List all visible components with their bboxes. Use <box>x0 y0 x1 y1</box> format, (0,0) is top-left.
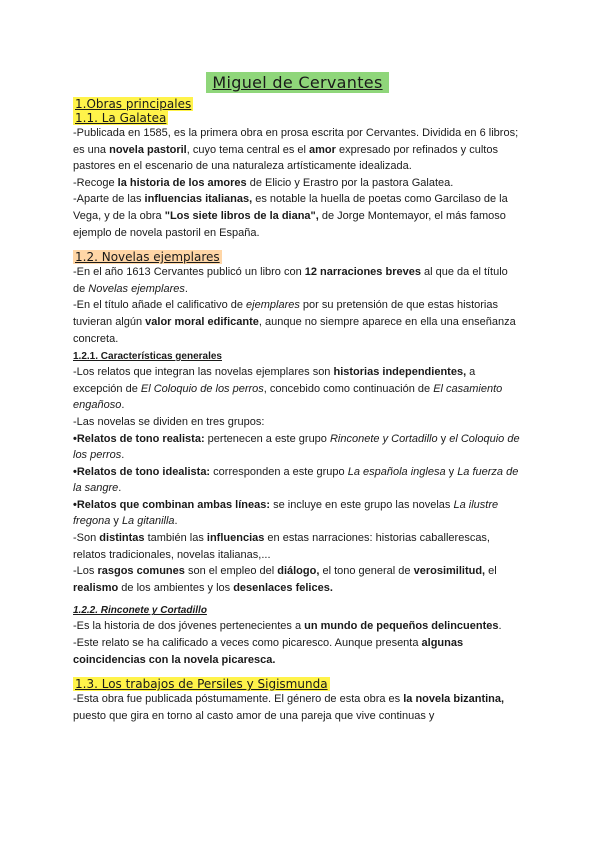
caracteristicas-ambas: •Relatos que combinan ambas líneas: se incluye en este grupo las novelas La ilustre fregona y La gitanilla. <box>73 498 499 528</box>
caracteristicas-influencias: -Son distintas también las influencias en estas narraciones: historias caballerescas, relatos tradicionales, novelas italianas,... <box>73 532 490 561</box>
caracteristicas-idealista: •Relatos de tono idealista: corresponden a este grupo La española inglesa y La fuerza de la sangre. <box>73 465 519 495</box>
section-heading-obras: 1.Obras principales <box>75 97 192 111</box>
title-container <box>73 72 522 93</box>
section-heading-galatea: 1.1. La Galatea <box>75 111 167 125</box>
galatea-paragraph-3: -Aparte de las influencias italianas, es notable la huella de poetas como Garcilaso de la Vega, y de la obra "Los siete libros de la diana", de Jorge Montemayor, el más famoso ejemplo de novela pastoril en España. <box>73 193 508 239</box>
ejemplares-paragraph-1: -En el año 1613 Cervantes publicó un libro con 12 narraciones breves al que da el título de Novelas ejemplares. <box>73 266 508 295</box>
section-heading-persiles: 1.3. Los trabajos de Persiles y Sigismunda <box>75 677 328 692</box>
caracteristicas-2: -Las novelas se dividen en tres grupos: <box>73 415 265 428</box>
subheading-caracteristicas: 1.2.1. Características generales <box>73 351 222 363</box>
rinconete-2: -Este relato se ha calificado a veces como picaresco. Aunque presenta algunas coincidencias con la novela picaresca. <box>73 637 464 666</box>
section-heading-ejemplares: 1.2. Novelas ejemplares <box>75 250 220 265</box>
subheading-rinconete: 1.2.2. Rinconete y Cortadillo <box>73 605 207 617</box>
galatea-paragraph-1: -Publicada en 1585, es la primera obra en prosa escrita por Cervantes. Dividida en 6 libros; es una novela pastoril, cuyo tema central es el amor expresado por refinados y cultos pastores en el escenario de una naturaleza artísticamente idealizada. <box>73 127 519 173</box>
page-title: Miguel de Cervantes <box>206 72 388 93</box>
galatea-paragraph-2: -Recoge la historia de los amores de Elicio y Erastro por la pastora Galatea. <box>73 176 454 189</box>
rinconete-1: -Es la historia de dos jóvenes pertenecientes a un mundo de pequeños delincuentes. <box>73 620 502 633</box>
caracteristicas-rasgos: -Los rasgos comunes son el empleo del diálogo, el tono general de verosimilitud, el realismo de los ambientes y los desenlaces felices. <box>73 565 497 594</box>
caracteristicas-realista: •Relatos de tono realista: pertenecen a este grupo Rinconete y Cortadillo y el Coloquio de los perros. <box>73 432 520 462</box>
ejemplares-paragraph-2: -En el título añade el calificativo de ejemplares por su pretensión de que estas historias tuvieran algún valor moral edificante, aunque no siempre aparece en ella una enseñanza concreta. <box>73 299 516 345</box>
caracteristicas-1: -Los relatos que integran las novelas ejemplares son historias independientes, a excepción de El Coloquio de los perros, concebido como continuación de El casamiento engañoso. <box>73 366 503 412</box>
persiles-paragraph-1: -Esta obra fue publicada póstumamente. El género de esta obra es la novela bizantina, puesto que gira en torno al casto amor de una pareja que vive continuas y <box>73 693 505 722</box>
